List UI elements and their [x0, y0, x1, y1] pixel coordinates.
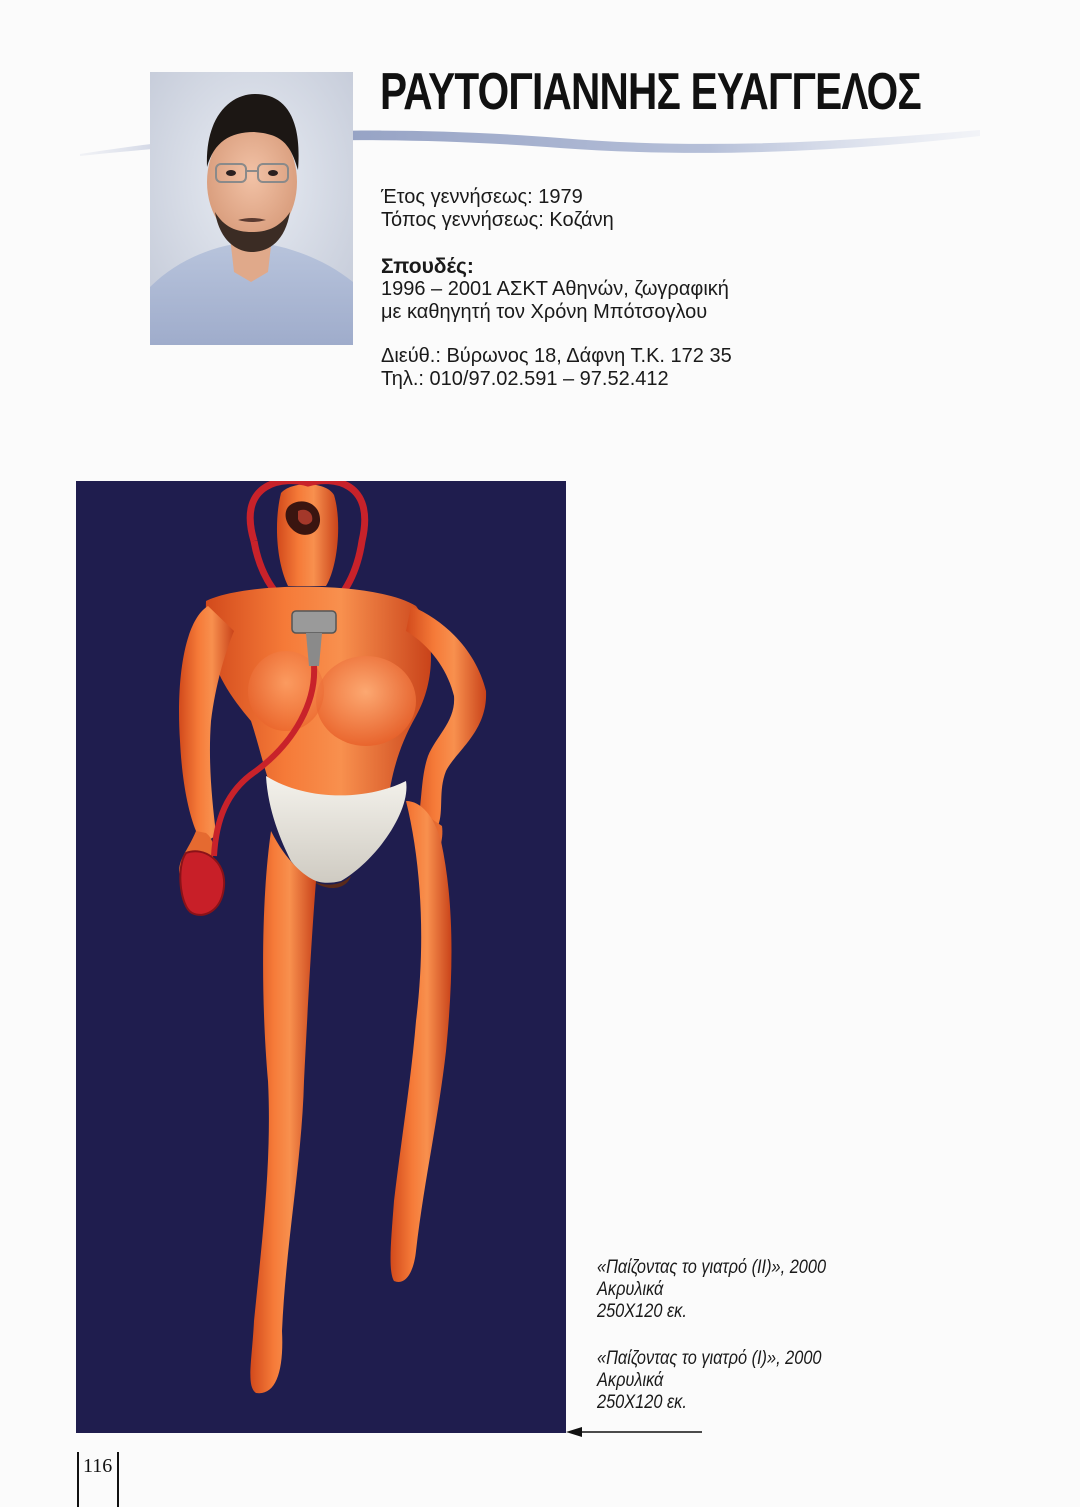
birth-year-line: Έτος γεννήσεως: 1979 [381, 186, 583, 208]
caption-playing-doctor-part-2 [597, 1257, 863, 1323]
caption-title: «Παίζοντας το γιατρό (Ι)», 2000 [597, 1348, 822, 1369]
studies-line: με καθηγητή τον Χρόνη Μπότσογλου [381, 301, 708, 323]
caption-playing-doctor-part-1 [597, 1348, 858, 1414]
caption-medium: Ακρυλικά [597, 1370, 664, 1391]
page-number: 116 [83, 1455, 113, 1477]
birth-place-line: Τόπος γεννήσεως: Κοζάνη [381, 209, 614, 231]
artist-portrait [150, 72, 353, 345]
caption-size: 250Χ120 εκ. [597, 1301, 687, 1322]
caption-title: «Παίζοντας το γιατρό (ΙΙ)», 2000 [597, 1257, 827, 1278]
painting-image [76, 481, 566, 1433]
artist-bio [381, 186, 732, 391]
caption-size: 250Χ120 εκ. [597, 1392, 687, 1413]
caption-medium: Ακρυλικά [597, 1279, 664, 1300]
studies-line: 1996 – 2001 ΑΣΚΤ Αθηνών, ζωγραφική [381, 278, 729, 300]
artist-name: ΡΑΥΤΟΓΙΑΝΝΗΣ ΕΥΑΓΓΕΛΟΣ [380, 63, 921, 121]
phone-line: Τηλ.: 010/97.02.591 – 97.52.412 [381, 368, 669, 390]
address-line: Διεύθ.: Βύρωνος 18, Δάφνη Τ.Κ. 172 35 [381, 345, 732, 367]
studies-heading: Σπουδές: [381, 255, 474, 278]
arrow-left-icon [566, 1424, 704, 1440]
